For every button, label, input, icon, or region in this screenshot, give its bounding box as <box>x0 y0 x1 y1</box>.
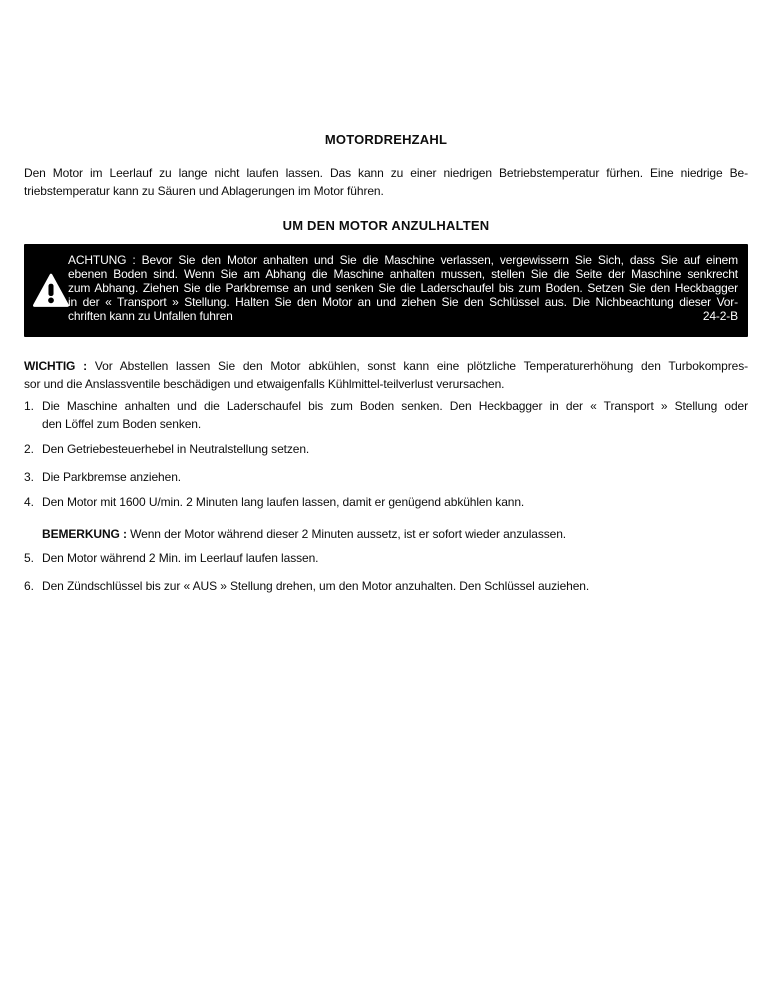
step-number: 6. <box>24 578 34 593</box>
warning-line: in der « Transport » Stellung. Halten Sie den Motor an und ziehen Sie den Schlüssel aus. Die Nichbeachtung dieser Vor- <box>68 295 738 309</box>
step-item <box>24 398 748 433</box>
step-item <box>24 469 748 487</box>
step-line: Den Motor mit 1600 U/min. 2 Minuten lang laufen lassen, damit er genügend abkühlen kann. <box>42 495 525 509</box>
step-line: Den Getriebesteuerhebel in Neutralstellung setzen. <box>42 442 310 456</box>
page-title: MOTORDREHZAHL <box>324 132 448 147</box>
step-item <box>24 441 748 459</box>
warning-line: ebenen Boden sind. Wenn Sie am Abhang die Maschine anhalten mussen, stellen Sie die Seite der Maschine senkrecht <box>68 267 738 281</box>
note-text: Wenn der Motor während dieser 2 Minuten aussetz, ist er sofort wieder anzulassen. <box>130 526 567 541</box>
intro-line: Den Motor im Leerlauf zu lange nicht laufen lassen. Das kann zu einer niedrigen Betriebstemperatur fürhen. Eine niedrige Be- <box>24 166 748 180</box>
step-number: 1. <box>24 399 34 413</box>
warning-last-line <box>68 309 738 323</box>
section-subtitle: UM DEN MOTOR ANZULHALTEN <box>282 218 490 233</box>
step-line: den Löffel zum Boden senken. <box>42 416 202 431</box>
page-content <box>24 0 748 595</box>
step-item <box>24 578 748 596</box>
important-label: WICHTIG : <box>24 359 88 373</box>
intro-paragraph <box>24 165 748 200</box>
note-paragraph <box>42 526 748 544</box>
warning-reference-code: 24-2-B <box>702 309 738 323</box>
intro-line: triebstemperatur kann zu Säuren und Ablagerungen im Motor führen. <box>24 183 384 198</box>
step-item <box>24 494 748 512</box>
important-line: sor und die Anslassventile beschädigen und etwaigenfalls Kühlmittel-teilverlust verursachen. <box>24 376 505 391</box>
step-number: 2. <box>24 442 34 456</box>
note-label: BEMERKUNG : <box>42 526 127 541</box>
step-item <box>24 550 748 568</box>
important-line: Vor Abstellen lassen Sie den Motor abkühlen, sonst kann eine plötzliche Temperaturerhöhung den Turbokompres- <box>94 359 748 373</box>
step-number: 5. <box>24 551 34 565</box>
warning-text <box>68 253 738 323</box>
steps-list <box>24 398 748 595</box>
warning-line: chriften kann zu Unfallen fuhren <box>68 309 233 323</box>
warning-triangle-icon <box>33 271 69 311</box>
step-line: Die Maschine anhalten und die Laderschaufel bis zum Boden senken. Den Heckbagger in der « Transport » Stellung oder <box>42 399 748 413</box>
warning-line: ACHTUNG : Bevor Sie den Motor anhalten und Sie die Maschine verlassen, vergewissern Sie Sich, dass Sie auf einem <box>68 253 738 267</box>
warning-box <box>24 244 748 337</box>
step-number: 4. <box>24 495 34 509</box>
step-line: Den Zündschlüssel bis zur « AUS » Stellung drehen, um den Motor anzuhalten. Den Schlüssel auziehen. <box>42 578 590 593</box>
step-number: 3. <box>24 469 34 484</box>
warning-line: zum Abhang. Ziehen Sie die Parkbremse an und senken Sie die Laderschaufel bis zum Boden. Setzen Sie den Heckbagger <box>68 281 738 295</box>
step-line: Die Parkbremse anziehen. <box>42 469 182 484</box>
step-line: Den Motor während 2 Min. im Leerlauf laufen lassen. <box>42 551 319 565</box>
important-paragraph <box>24 358 748 393</box>
